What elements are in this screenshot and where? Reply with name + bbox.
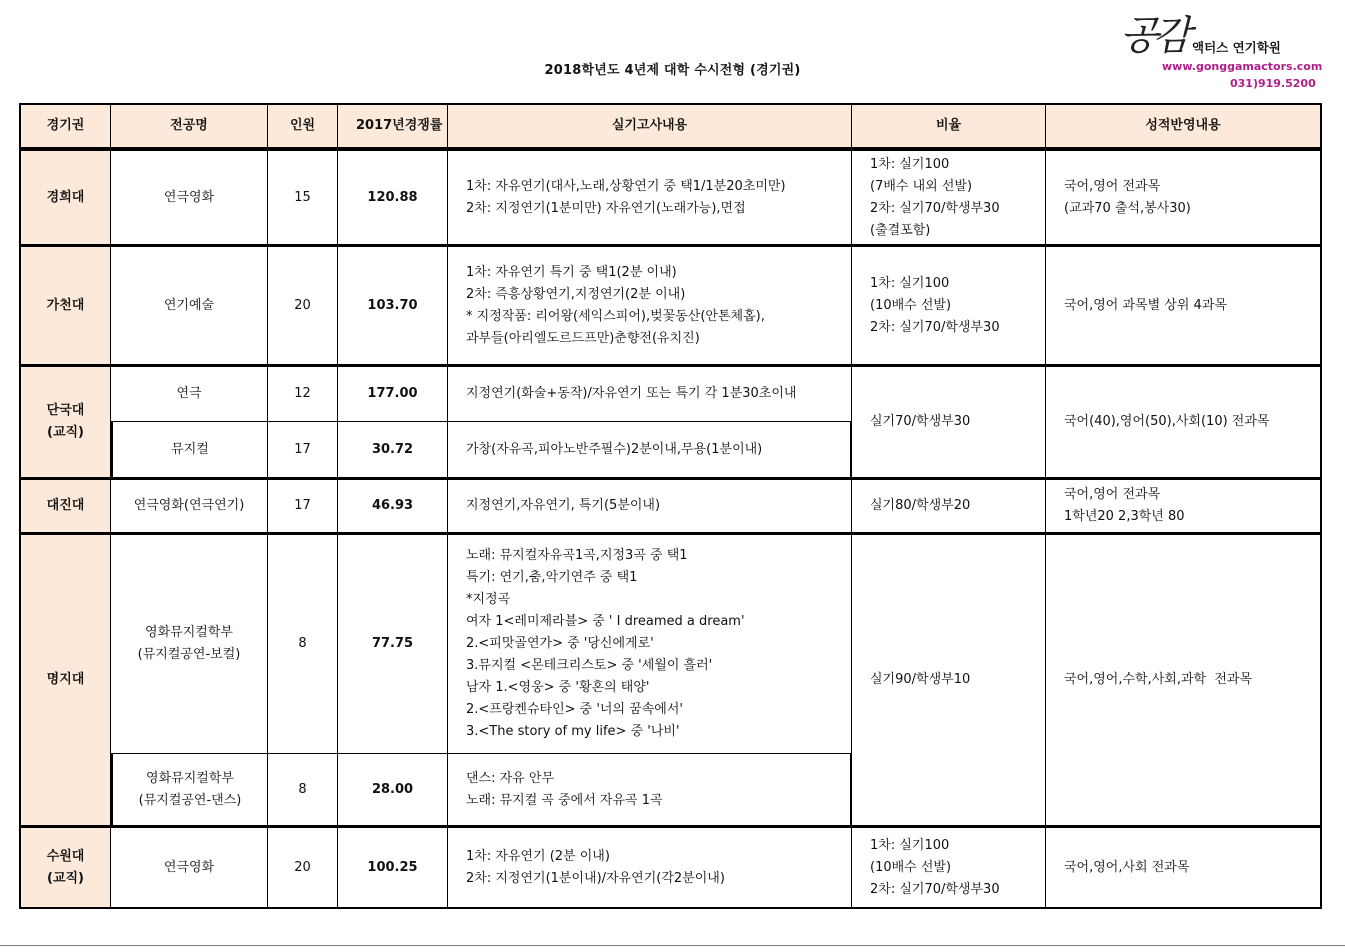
quota: 20 — [268, 826, 338, 909]
exam-line: 2.<프랑켄슈타인> 중 '너의 꿈속에서' — [466, 702, 683, 717]
ratio-line: 1차: 실기100 — [870, 837, 950, 853]
grade-content — [1046, 149, 1322, 245]
table-row — [19, 826, 1322, 909]
table-row — [19, 149, 1322, 245]
exam-line: 지정연기(화술+동작)/자유연기 또는 특기 각 1분30초이내 — [466, 386, 797, 401]
major-name: 영화뮤지컬학부 (뮤지컬공연-보컬) — [111, 533, 268, 754]
quota: 17 — [268, 422, 338, 478]
exam-line: 노래: 뮤지컬자유곡1곡,지정3곡 중 택1 — [466, 548, 688, 563]
ratio-line: 실기70/학생부30 — [870, 414, 971, 429]
competition-rate: 177.00 — [338, 365, 448, 422]
logo-url[interactable]: www.gonggamactors.com — [1162, 60, 1323, 73]
competition-rate: 103.70 — [338, 245, 448, 365]
major-name: 연극영화 — [111, 149, 268, 245]
major-name: 영화뮤지컬학부 (뮤지컬공연-댄스) — [111, 754, 268, 826]
grade-line: 국어,영어 과목별 상위 4과목 — [1064, 297, 1227, 313]
univ-name: 명지대 — [19, 533, 111, 826]
ratio-line: (10배수 선발) — [870, 859, 952, 875]
exam-line: 노래: 뮤지컬 곡 중에서 자유곡 1곡 — [466, 792, 663, 808]
ratio-line: (7배수 내외 선발) — [870, 178, 973, 194]
ratio — [852, 478, 1046, 533]
competition-rate: 28.00 — [338, 754, 448, 826]
competition-rate: 100.25 — [338, 826, 448, 909]
table-row — [19, 365, 1322, 422]
grade-line: 국어,영어 전과목 — [1064, 178, 1161, 194]
logo-name: 액터스 연기학원 — [1192, 40, 1281, 55]
exam-line: 2차: 지정연기(1분이내)/자유연기(각2분이내) — [466, 870, 725, 886]
univ-name: 가천대 — [19, 245, 111, 365]
ratio — [852, 826, 1046, 909]
exam-content — [448, 422, 852, 478]
academy-logo — [1120, 8, 1330, 98]
header-major: 전공명 — [111, 103, 268, 149]
univ-name: 단국대 (교직) — [19, 365, 111, 478]
exam-line: 2.<피맛골연가> 중 '당신에게로' — [466, 636, 654, 651]
exam-line: 댄스: 자유 안무 — [466, 770, 554, 786]
header-grade: 성적반영내용 — [1046, 103, 1322, 149]
table-row — [19, 478, 1322, 533]
competition-rate: 77.75 — [338, 533, 448, 754]
grade-content — [1046, 365, 1322, 478]
quota: 15 — [268, 149, 338, 245]
exam-line: 1차: 자유연기 특기 중 택1(2분 이내) — [466, 264, 677, 280]
exam-content — [448, 149, 852, 245]
ratio-line: 2차: 실기70/학생부30 — [870, 200, 1000, 216]
ratio — [852, 245, 1046, 365]
grade-line: 국어,영어,사회 전과목 — [1064, 859, 1190, 875]
exam-line: 여자 1<레미제라블> 중 ' I dreamed a dream' — [466, 614, 745, 629]
grade-line: (교과70 출석,봉사30) — [1064, 200, 1191, 216]
ratio-line: 실기80/학생부20 — [870, 498, 971, 513]
major-name: 연극영화(연극연기) — [111, 478, 268, 533]
ratio-line: 1차: 실기100 — [870, 275, 950, 291]
grade-content — [1046, 245, 1322, 365]
header-region: 경기권 — [19, 103, 111, 149]
univ-name: 수원대 (교직) — [19, 826, 111, 909]
page-bottom-divider — [0, 945, 1345, 946]
header-count: 인원 — [268, 103, 338, 149]
quota: 8 — [268, 754, 338, 826]
major-name: 뮤지컬 — [111, 422, 268, 478]
exam-line: 3.뮤지컬 <몬테크리스토> 중 '세월이 흘러' — [466, 658, 713, 673]
grade-line: 1학년20 2,3학년 80 — [1064, 509, 1185, 524]
ratio — [852, 365, 1046, 478]
grade-line: 국어(40),영어(50),사회(10) 전과목 — [1064, 414, 1270, 429]
major-name: 연기예술 — [111, 245, 268, 365]
grade-content — [1046, 478, 1322, 533]
header-ratio: 비율 — [852, 103, 1046, 149]
header-rate: 2017년경쟁률 — [338, 103, 448, 149]
ratio-line: 2차: 실기70/학생부30 — [870, 319, 1000, 335]
page-title: 2018학년도 4년제 대학 수시전형 (경기권) — [544, 63, 801, 78]
exam-line: 2차: 즉흥상황연기,지정연기(2분 이내) — [466, 286, 686, 302]
competition-rate: 120.88 — [338, 149, 448, 245]
major-name: 연극 — [111, 365, 268, 422]
univ-name: 대진대 — [19, 478, 111, 533]
ratio — [852, 533, 1046, 826]
competition-rate: 46.93 — [338, 478, 448, 533]
exam-line: 지정연기,자유연기, 특기(5분이내) — [466, 498, 661, 513]
exam-line: 2차: 지정연기(1분미만) 자유연기(노래가능),면접 — [466, 200, 746, 216]
table-row — [19, 245, 1322, 365]
ratio-line: 실기90/학생부10 — [870, 672, 971, 687]
logo-phone: 031)919.5200 — [1230, 77, 1316, 90]
exam-line: 1차: 자유연기 (2분 이내) — [466, 848, 610, 864]
exam-content — [448, 533, 852, 754]
table-header-row — [19, 103, 1322, 149]
exam-line: 3.<The story of my life> 중 '나비' — [466, 724, 680, 739]
exam-content — [448, 478, 852, 533]
ratio-line: (10배수 선발) — [870, 297, 952, 313]
univ-name: 경희대 — [19, 149, 111, 245]
grade-content — [1046, 533, 1322, 826]
quota: 20 — [268, 245, 338, 365]
exam-line: 특기: 연기,춤,악기연주 중 택1 — [466, 570, 638, 585]
exam-line: 1차: 자유연기(대사,노래,상황연기 중 택1/1분20초미만) — [466, 178, 786, 194]
admission-table — [19, 103, 1322, 909]
ratio — [852, 149, 1046, 245]
grade-line: 국어,영어,수학,사회,과학 전과목 — [1064, 672, 1253, 687]
ratio-line: 1차: 실기100 — [870, 156, 950, 172]
exam-content — [448, 365, 852, 422]
exam-line: 가창(자유곡,피아노반주필수)2분이내,무용(1분이내) — [466, 441, 763, 457]
header-exam: 실기고사내용 — [448, 103, 852, 149]
exam-content — [448, 826, 852, 909]
grade-content — [1046, 826, 1322, 909]
exam-line: 과부들(아리엘도르드프만)춘향전(유치진) — [466, 330, 700, 346]
major-name: 연극영화 — [111, 826, 268, 909]
exam-content — [448, 245, 852, 365]
competition-rate: 30.72 — [338, 422, 448, 478]
ratio-line: 2차: 실기70/학생부30 — [870, 881, 1000, 897]
exam-line: * 지정작품: 리어왕(세익스피어),벚꽃동산(안톤체홉), — [466, 308, 765, 324]
ratio-line: (출결포함) — [870, 222, 931, 238]
quota: 17 — [268, 478, 338, 533]
exam-line: *지정곡 — [466, 592, 511, 607]
grade-line: 국어,영어 전과목 — [1064, 487, 1161, 502]
exam-line: 남자 1.<영웅> 중 '황혼의 태양' — [466, 680, 650, 695]
exam-content — [448, 754, 852, 826]
quota: 8 — [268, 533, 338, 754]
logo-script: 공감 — [1120, 13, 1186, 59]
table-row — [19, 533, 1322, 754]
quota: 12 — [268, 365, 338, 422]
